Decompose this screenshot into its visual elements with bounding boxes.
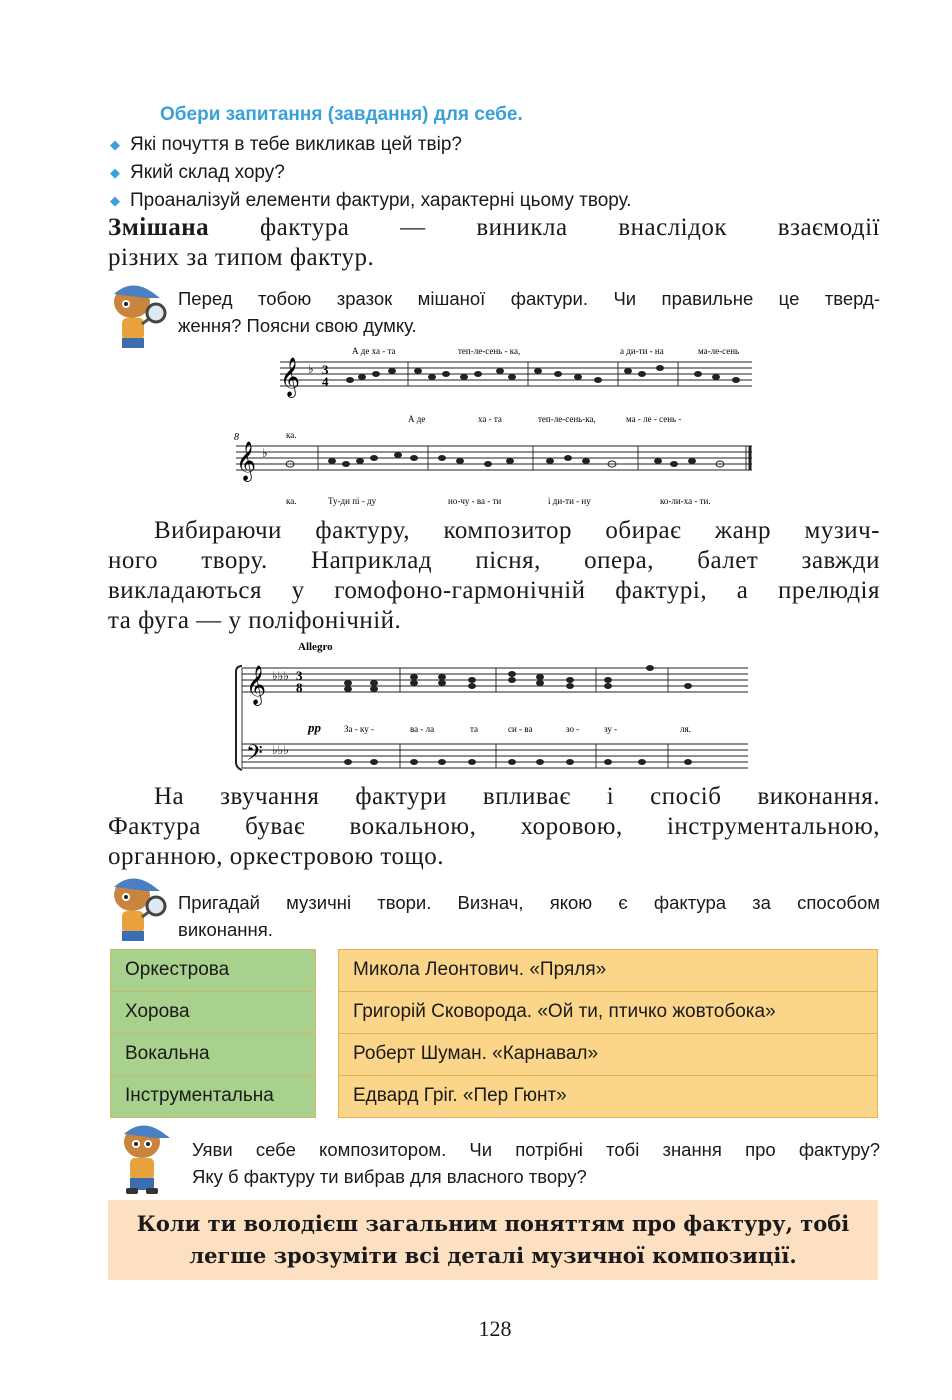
svg-text:Ту-ди пі - ду: Ту-ди пі - ду: [328, 496, 377, 506]
mascot-magnifier-icon: [106, 873, 170, 949]
svg-text:ма - ле - сень -: ма - ле - сень -: [626, 414, 682, 424]
texture-type-cell[interactable]: Оркестрова: [110, 949, 316, 991]
texture-type-cell[interactable]: Вокальна: [110, 1033, 316, 1075]
svg-text:За - ку -: За - ку -: [344, 724, 374, 734]
svg-text:А де ха - та: А де ха - та: [352, 346, 396, 356]
page-number: 128: [478, 1316, 512, 1341]
diamond-bullet-icon: ◆: [110, 165, 120, 180]
svg-text:і ди-ти - ну: і ди-ти - ну: [548, 496, 591, 506]
svg-text:3: 3: [296, 668, 303, 683]
diamond-bullet-icon: ◆: [110, 137, 120, 152]
question-list: [110, 131, 632, 215]
svg-text:8: 8: [234, 432, 239, 443]
svg-text:ля.: ля.: [680, 724, 691, 734]
svg-text:pp: pp: [308, 720, 321, 735]
svg-text:та: та: [470, 724, 479, 734]
svg-text:зу -: зу -: [604, 724, 618, 734]
mascot-thinking-icon: [112, 1120, 176, 1196]
svg-text:ко-ли-ха - ти.: ко-ли-ха - ти.: [660, 496, 711, 506]
svg-text:ма-ле-сень: ма-ле-сень: [698, 346, 740, 356]
svg-text:зо -: зо -: [566, 724, 580, 734]
svg-text:3: 3: [322, 362, 329, 377]
svg-text:но-чу - ва - ти: но-чу - ва - ти: [448, 496, 502, 506]
svg-text:а ди-ти - на: а ди-ти - на: [620, 346, 664, 356]
svg-text:♭♭♭: ♭♭♭: [272, 669, 289, 683]
bass-clef-icon: 𝄢: [246, 741, 263, 770]
svg-text:♭♭♭: ♭♭♭: [272, 743, 289, 757]
texture-type-cell[interactable]: Інструментальна: [110, 1075, 316, 1118]
works-column: [338, 949, 878, 1118]
svg-text:А де: А де: [408, 414, 426, 424]
svg-text:♭: ♭: [262, 446, 268, 460]
svg-text:♭: ♭: [308, 362, 314, 376]
svg-text:Allegro: Allegro: [298, 641, 333, 653]
svg-text:ка.: ка.: [286, 496, 297, 506]
treble-clef-icon: 𝄞: [236, 443, 257, 480]
work-cell[interactable]: Микола Леонтович. «Пряля»: [338, 949, 878, 991]
svg-text:8: 8: [296, 680, 303, 695]
svg-text:теп-ле-сень-ка,: теп-ле-сень-ка,: [538, 414, 596, 424]
treble-clef-icon: 𝄞: [246, 667, 267, 704]
term-mixed: Змішана: [108, 214, 210, 241]
svg-text:си - ва: си - ва: [508, 724, 533, 734]
svg-text:4: 4: [322, 374, 329, 389]
work-cell[interactable]: Григорій Сковорода. «Ой ти, птичко жовтобока»: [338, 991, 878, 1033]
note-recall-works: Пригадай музичні твори. Визнач, якою є фактура за способом виконання.: [178, 892, 880, 940]
performance-paragraph: На звучання фактури впливає і спосіб виконання. Фактура буває вокальною, хоровою, інструментальною, органною, оркестровою тощо.: [108, 783, 880, 870]
genre-paragraph: Вибираючи фактуру, композитор обирає жанр музич- ного твору. Наприклад пісня, опера, балет завжди викладаються у гомофоно-гармонічній фактурі, а прелюдія та фуга — у поліфонічній.: [108, 517, 880, 634]
list-item: ◆ Проаналізуй елементи фактури, характерні цьому твору.: [110, 187, 632, 215]
texture-types-column: [110, 949, 316, 1118]
conclusion-box: Коли ти володієш загальним поняттям про фактуру, тобі легше зрозуміти всі деталі музичної композиції.: [108, 1200, 878, 1280]
diamond-bullet-icon: ◆: [110, 193, 120, 208]
work-cell[interactable]: Роберт Шуман. «Карнавал»: [338, 1033, 878, 1075]
list-item: ◆ Який склад хору?: [110, 159, 632, 187]
svg-text:ва - ла: ва - ла: [410, 724, 435, 734]
note-imagine-composer: Уяви себе композитором. Чи потрібні тобі знання про фактуру? Яку б фактуру ти вибрав для власного твору?: [192, 1139, 880, 1187]
score-mixed-texture: [228, 342, 758, 512]
svg-text:ха - та: ха - та: [478, 414, 502, 424]
mixed-texture-paragraph: Змішана фактура — виникла внаслідок взаємодії різних за типом фактур.: [108, 214, 881, 271]
task-heading: Обери запитання (завдання) для себе.: [160, 104, 523, 125]
treble-clef-icon: 𝄞: [280, 359, 301, 396]
mascot-magnifier-icon: [106, 280, 170, 356]
score-allegro: [232, 636, 752, 776]
svg-text:ка.: ка.: [286, 430, 297, 440]
work-cell[interactable]: Едвард Гріг. «Пер Гюнт»: [338, 1075, 878, 1118]
svg-text:теп-ле-сень - ка,: теп-ле-сень - ка,: [458, 346, 521, 356]
list-item: ◆ Які почуття в тебе викликав цей твір?: [110, 131, 632, 159]
note-mixed-texture: Перед тобою зразок мішаної фактури. Чи правильне це тверд- ження? Поясни свою думку.: [178, 288, 880, 336]
texture-type-cell[interactable]: Хорова: [110, 991, 316, 1033]
